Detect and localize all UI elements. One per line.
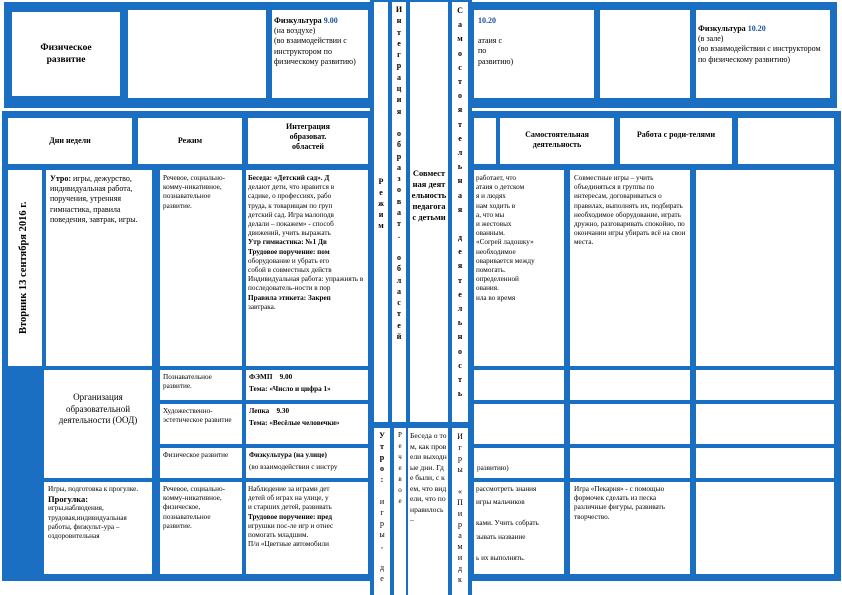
vertical-letter xyxy=(392,117,406,128)
vertical-letter: л xyxy=(457,304,463,314)
morning-areas-cell xyxy=(160,170,242,366)
walk-self-1: рассмотреть знания xyxy=(476,485,537,493)
overlay-col-joint xyxy=(410,2,448,422)
self-line-2: атаия о детском xyxy=(476,183,525,192)
vertical-letter: ь xyxy=(457,162,463,172)
walk-line-5: игрушки пос-ле игр и отнес xyxy=(248,521,334,530)
vertical-letter: е xyxy=(398,497,402,505)
conv-line-14: Правила этикета: Закреп xyxy=(248,293,331,302)
ood-content-1 xyxy=(246,370,368,400)
header-independent-label: Самостоятельная деятельность xyxy=(525,130,589,150)
vertical-letter: и xyxy=(379,497,385,506)
vertical-letter: е xyxy=(458,247,462,257)
header-parents xyxy=(620,118,732,164)
vertical-letter xyxy=(452,217,468,231)
vertical-letter: я xyxy=(457,105,463,115)
walk-line-3: и старших детей, развивать xyxy=(248,503,332,512)
vertical-letter: а xyxy=(458,190,462,200)
vertical-letter: . xyxy=(398,230,400,240)
vertical-letter: е xyxy=(380,574,384,583)
header-independent xyxy=(500,118,614,164)
walk-parents: Игра «Пекарня» - с помощью формочек сделать из песка различные фигуры, развивать творчество. xyxy=(574,485,665,521)
vertical-letter: с xyxy=(397,298,401,308)
header-gap xyxy=(474,118,496,164)
vertical-letter: с xyxy=(458,360,462,370)
vertical-letter: о xyxy=(458,91,462,101)
fiz-air-cell xyxy=(272,10,368,98)
header-day-label: Дни недели xyxy=(49,136,91,145)
ood-tail-3-text: развитию) xyxy=(477,464,509,472)
conv-line-8: Утр гимнастика: №1 Дв xyxy=(248,238,327,247)
vertical-letter: т xyxy=(397,219,401,229)
ood-label-3: Физкультура (на улице) xyxy=(249,451,327,459)
joint-activity-title: Совместная деятельность педагога с детьми xyxy=(411,168,447,222)
ood-content-3 xyxy=(246,448,368,478)
vertical-letter: ж xyxy=(378,199,384,208)
vertical-letter: с xyxy=(458,62,462,72)
conv-line-7: движений, учить выражать xyxy=(248,229,331,238)
vertical-letter: б xyxy=(397,140,401,150)
header-right-blank xyxy=(738,118,834,164)
self-line-10: оваривается между xyxy=(476,256,535,265)
ood-area-1 xyxy=(160,370,242,400)
overlay-bottom-2 xyxy=(394,428,406,595)
ood-blank-1b xyxy=(570,370,690,400)
ood-area-2 xyxy=(160,404,242,444)
vertical-letter: У xyxy=(379,431,385,440)
ood-label-2: Лепка xyxy=(249,407,270,415)
ood-content-2 xyxy=(246,404,368,444)
ood-blank-1c xyxy=(696,370,834,400)
self-activity-cell xyxy=(474,170,564,366)
vertical-letter: т xyxy=(458,275,462,285)
vertical-letter: т xyxy=(380,442,384,451)
header-parents-label: Работа с роди-телями xyxy=(636,130,716,139)
vertical-letter: м xyxy=(378,221,384,230)
bottom-speech-vertical xyxy=(394,430,406,507)
walk-line-2: детей об играх на улице, у xyxy=(248,494,329,503)
self-line-3: я и людях xyxy=(476,192,506,201)
self-line-5: а, что мы xyxy=(476,210,505,219)
top-mid-cell xyxy=(474,10,594,98)
self-line-14: ила во время xyxy=(476,293,516,302)
walk-self-cell xyxy=(474,482,564,574)
mode-vertical xyxy=(374,176,388,231)
vertical-letter: о xyxy=(458,48,462,58)
self-line-9: необходимое xyxy=(476,247,516,256)
ood-blank-3b xyxy=(570,448,690,478)
conv-line-13: последователь-ности в пор xyxy=(248,284,331,293)
ood-blank-2c xyxy=(696,404,834,444)
bottom-morning-vertical xyxy=(374,430,390,584)
walk-text-2: игры,наблюдения, трудовая,индивидуальная работы, физкульт-ура – оздоровительная xyxy=(48,504,127,541)
self-line-6: и жестовых xyxy=(476,220,512,229)
self-line-12: определенной xyxy=(476,275,519,284)
vertical-letter: и xyxy=(457,553,463,562)
conv-line-11: собой в совместных действ xyxy=(248,266,332,275)
overlay-bottom-3 xyxy=(408,428,448,595)
day-date: Вторник 13 сентября 2016 г. xyxy=(18,201,29,335)
walk-self-2: игры мальчиков xyxy=(476,498,525,507)
vertical-letter: о xyxy=(397,252,401,262)
vertical-letter: м xyxy=(457,542,463,551)
vertical-letter: я xyxy=(457,261,463,271)
bottom-games-vertical xyxy=(452,431,468,585)
vertical-letter: м xyxy=(457,34,463,44)
walk-title: Прогулка: xyxy=(48,494,89,505)
vertical-letter xyxy=(374,551,390,562)
vertical-letter: Р xyxy=(398,431,402,439)
fiz-hall-place: (в зале) xyxy=(698,34,724,44)
right-blank-cell xyxy=(696,170,834,366)
vertical-letter: р xyxy=(380,519,384,528)
vertical-letter: П xyxy=(457,498,463,507)
vertical-letter: о xyxy=(458,346,462,356)
conv-line-2: делают дети, что нравится в xyxy=(248,183,335,192)
header-mode-label: Режим xyxy=(177,136,203,145)
vertical-letter: т xyxy=(397,309,401,319)
vertical-letter: е xyxy=(398,464,402,472)
vertical-letter: а xyxy=(397,72,401,82)
vertical-letter: Р xyxy=(378,177,384,186)
fiz-air-label: Физкультура xyxy=(274,16,322,25)
vertical-letter: И xyxy=(457,432,463,441)
vertical-letter: к xyxy=(458,575,462,584)
walk-areas: Речевое, социально-комму-никативное, физическое, познавательное развитие. xyxy=(163,485,225,530)
walk-cell xyxy=(44,482,152,574)
vertical-letter xyxy=(392,241,406,252)
walk-text-1: Игры, подготовка к прогулке. xyxy=(48,485,139,493)
walk-right-blank xyxy=(696,482,834,574)
vertical-letter: т xyxy=(458,375,462,385)
vertical-letter: , xyxy=(381,541,383,550)
morning-cell xyxy=(46,170,152,366)
overlay-col-integration xyxy=(392,2,406,422)
vertical-letter: д xyxy=(457,564,463,573)
ood-area-3 xyxy=(160,448,242,478)
overlay-col-self xyxy=(452,2,468,422)
vertical-letter: е xyxy=(398,442,402,450)
vertical-letter: С xyxy=(457,6,463,15)
vertical-letter: н xyxy=(396,16,402,26)
parents-text: Совместные игры – учить объединяться в группы по интересам, договариваться о правилах, выполнять их, подбирать необходимое оборудование, играть дружно, разговаривать спокойно, по окончании игры убирать всё на свои места. xyxy=(574,174,686,247)
morning-areas: Речевое, социально-комму-никативное, познавательное развитие. xyxy=(163,174,225,210)
vertical-letter: о xyxy=(397,185,401,195)
ood-tail-3 xyxy=(474,448,564,478)
vertical-letter: о xyxy=(397,128,401,138)
header-integration-label: Интеграция образоват. областей xyxy=(286,122,330,152)
self-line-4: нам ходить в xyxy=(476,201,516,210)
mid-line-3: развитию) xyxy=(478,56,514,66)
vertical-letter: р xyxy=(458,454,462,463)
walk-areas-cell xyxy=(160,482,242,574)
fiz-hall-note: (во взаимодействии с инструктором по физическому развитию) xyxy=(698,44,821,64)
vertical-letter: г xyxy=(458,443,462,452)
vertical-letter: ь xyxy=(457,389,463,399)
conv-line-12: Индивидуальная работа: упражнять в xyxy=(248,275,364,284)
ood-title: Организация образовательной деятельности (ООД) xyxy=(58,392,138,425)
top-empty-cell xyxy=(128,10,266,98)
vertical-letter: я xyxy=(396,106,402,116)
self-line-7: ованным. xyxy=(476,229,505,238)
vertical-letter: в xyxy=(398,475,402,483)
ood-theme-1: Тема: «Число и цифра 1» xyxy=(249,385,331,394)
section-title: Физическое развитие xyxy=(40,43,92,65)
vertical-letter: р xyxy=(458,520,462,529)
vertical-letter: д xyxy=(457,233,463,243)
vertical-letter: а xyxy=(458,20,462,30)
vertical-letter: р xyxy=(396,61,402,71)
ood-blank-1a xyxy=(474,370,564,400)
header-day xyxy=(8,118,132,164)
ood-time-1: 9.00 xyxy=(279,373,293,381)
walk-line-6: помогать младшим. xyxy=(248,531,309,540)
conv-line-5: детский сад. Игра малоподв xyxy=(248,210,334,219)
conversation-cell xyxy=(246,170,368,366)
overlay-col-mode-chars xyxy=(374,176,388,256)
ood-title-cell xyxy=(44,370,152,478)
walk-self-4: зывать название xyxy=(476,532,526,541)
mid-time: 10.20 xyxy=(478,16,496,25)
self-line-1: работает, что xyxy=(476,174,516,182)
vertical-letter: г xyxy=(380,508,384,517)
morning-title: Утро: xyxy=(50,174,72,183)
vertical-letter: и xyxy=(378,210,384,219)
walk-line-1: Наблюдение за играми дет xyxy=(248,485,330,493)
date-cell xyxy=(8,170,42,366)
vertical-letter: и xyxy=(457,509,463,518)
vertical-letter: и xyxy=(396,95,402,105)
vertical-letter: р xyxy=(396,151,402,161)
overlay-bottom-1 xyxy=(374,428,390,595)
mid-line-2: по xyxy=(478,46,487,56)
fiz-hall-cell xyxy=(696,10,830,98)
ood-area-3-text: Физическое развитие xyxy=(163,451,229,459)
walk-line-4: Трудовое поручение: пред xyxy=(248,512,333,521)
morning-text: игры, дежурство, индивидуальная работа, поручения, утренняя гимнастика, правила поведения, завтрак, игры. xyxy=(50,174,138,224)
conv-line-9: Трудовое поручение: пом xyxy=(248,247,330,256)
vertical-letter: а xyxy=(458,531,462,540)
vertical-letter: ь xyxy=(457,318,463,328)
vertical-letter: а xyxy=(397,208,401,218)
integration-vertical xyxy=(392,4,406,342)
ood-blank-2a xyxy=(474,404,564,444)
vertical-letter: з xyxy=(397,174,401,184)
walk-parents-cell xyxy=(570,482,690,574)
vertical-letter: о xyxy=(380,464,384,473)
vertical-letter: а xyxy=(397,286,401,296)
conv-line-10: оборудование и убрать его xyxy=(248,256,330,265)
vertical-letter: е xyxy=(458,289,462,299)
vertical-letter: а xyxy=(397,162,401,172)
vertical-letter: е xyxy=(397,38,401,48)
vertical-letter: ы xyxy=(457,465,463,474)
parents-cell xyxy=(570,170,690,366)
ood-theme-2: Тема: «Весёлые человечки» xyxy=(249,419,340,428)
vertical-letter: р xyxy=(379,453,385,462)
vertical-letter: н xyxy=(457,176,463,186)
top-title-cell xyxy=(10,10,122,98)
conv-line-1: Беседа: «Детский сад». Д xyxy=(248,174,330,182)
self-line-8: «Согрей ладошку» xyxy=(476,238,534,247)
walk-self-3: ками. Учить собрать xyxy=(476,519,539,528)
vertical-letter: е xyxy=(397,320,401,330)
ood-area-1-text: Познавательное развитие. xyxy=(163,373,212,391)
fiz-air-note: (во взаимодействии с инструктором по физическому развитию) xyxy=(274,36,356,66)
vertical-letter: г xyxy=(397,50,401,60)
ood-label-1: ФЭМП xyxy=(249,373,273,381)
self-line-11: помогать. xyxy=(476,266,506,275)
ood-blank-2b xyxy=(570,404,690,444)
conv-line-4: труда, к товарищам по груп xyxy=(248,201,333,210)
vertical-letter: л xyxy=(396,275,402,285)
ood-blank-3c xyxy=(696,448,834,478)
vertical-letter: « xyxy=(458,487,462,496)
vertical-letter: я xyxy=(457,204,463,214)
fiz-hall-time: 10.20 xyxy=(747,24,766,33)
vertical-letter: ч xyxy=(398,453,402,461)
fiz-air-place: (на воздухе) xyxy=(274,26,316,36)
fiz-air-time: 9.00 xyxy=(323,16,338,25)
top-blank-cell xyxy=(600,10,690,98)
vertical-letter: в xyxy=(396,196,402,206)
vertical-letter: И xyxy=(395,5,403,14)
vertical-letter: д xyxy=(379,563,385,572)
vertical-letter: т xyxy=(397,27,401,37)
header-integration xyxy=(248,118,368,164)
vertical-letter: л xyxy=(457,148,463,158)
conv-line-15: завтрака. xyxy=(248,302,276,311)
ood-note-3: (во взаимодействии с инстру xyxy=(249,463,338,472)
walk-self-5: ь их выполнять. xyxy=(476,553,525,562)
header-mode xyxy=(138,118,242,164)
self-line-13: ования. xyxy=(476,284,499,293)
vertical-letter: б xyxy=(397,264,401,274)
mid-line-1: атаия с xyxy=(478,36,502,46)
overlay-bottom-4 xyxy=(452,428,468,595)
vertical-letter: ы xyxy=(379,530,385,539)
conv-line-6: делали – покажем» - способ xyxy=(248,220,334,229)
bottom-conversation: Беседа о том, как провели выходные дни. Где были, с кем, что видели, что понравилось – xyxy=(410,431,447,524)
self-vertical xyxy=(452,4,468,401)
fiz-hall-label: Физкультура xyxy=(698,24,746,33)
conv-line-3: садике, о профессиях, рабо xyxy=(248,192,332,201)
vertical-letter: й xyxy=(396,332,402,342)
vertical-letter: е xyxy=(379,188,383,197)
walk-line-7: П/и «Цветные автомобили xyxy=(248,540,329,549)
ood-time-2: 9.30 xyxy=(276,407,290,415)
walk-content-cell xyxy=(246,482,368,574)
vertical-letter xyxy=(452,475,468,486)
vertical-letter: е xyxy=(458,133,462,143)
vertical-letter: т xyxy=(458,77,462,87)
vertical-letter: : xyxy=(380,475,384,484)
vertical-letter xyxy=(374,485,390,496)
ood-area-2-text: Художественно-эстетическое развитие xyxy=(163,407,232,425)
vertical-letter: о xyxy=(398,486,402,494)
vertical-letter: т xyxy=(458,119,462,129)
vertical-letter: ц xyxy=(396,84,402,94)
vertical-letter: н xyxy=(457,332,463,342)
